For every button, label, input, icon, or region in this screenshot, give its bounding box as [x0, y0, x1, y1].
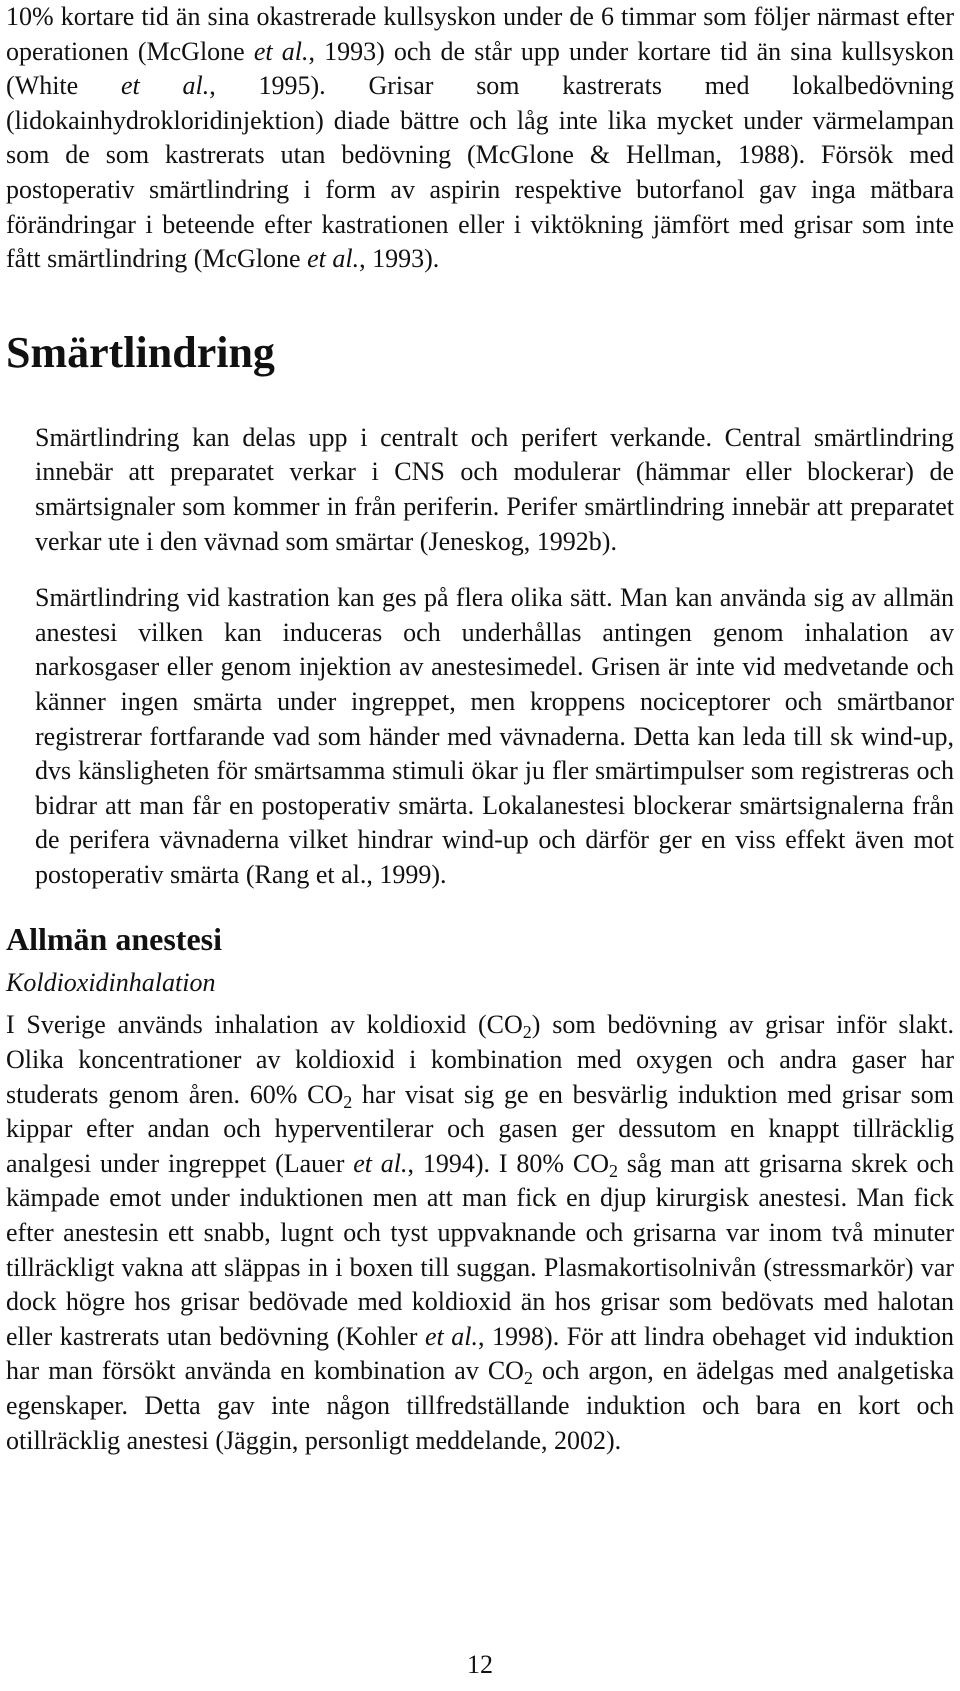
- intro-text-2: , 1993) och de står upp under kortare tid än sina kullsyskon (White: [6, 36, 954, 101]
- subheading-koldioxidinhalation: Koldioxidinhalation: [6, 968, 216, 998]
- koldioxid-text-2: ) som bedövning av grisar inför slakt. Olika koncentrationer av koldioxid i kombination med oxygen och andra gaser har studerats genom åren. 60% CO: [6, 1010, 954, 1109]
- smartlindring-paragraph-2: Smärtlindring vid kastration kan ges på flera olika sätt. Man kan använda sig av allmän anestesi vilken kan induceras och underhållas antingen genom inhalation av narkosgaser eller genom injektion av anestesimedel. Grisen är inte vid medvetande och känner ingen smärta under ingreppet, men kroppens nociceptorer och smärtbanor registrerar fortfarande vad som händer med vävnaderna. Detta kan leda till sk wind-up, dvs känsligheten för smärtsamma stimuli ökar ju fler smärtimpulser som registreras och bidrar att man får en postoperativ smärta. Lokalanestesi blockerar smärtsignalerna från de perifera vävnaderna vilket hindrar wind-up och därför ger en viss effekt även mot postoperativ smärta (Rang et al., 1999).: [35, 583, 954, 889]
- subscript-2: 2: [608, 1160, 618, 1181]
- koldioxid-text-1: I Sverige används inhalation av koldioxid (CO: [6, 1010, 523, 1040]
- citation-etal: et al.: [424, 1321, 478, 1351]
- koldioxid-text-5: såg man att grisarna skrek och kämpade emot under induktionen men att man fick en djup kirurgisk anestesi. Man fick efter anestesin ett snabb, lugnt och tyst uppvaknande och grisarna var inom två minuter tillräckligt vakna att släppas in i boxen till suggan. Plasmakortisolnivån (stressmarkör) var dock högre hos grisar bedövade med koldioxid än hos grisar som bedövats med halotan eller kastrerats utan bedövning (Kohler: [6, 1148, 954, 1351]
- citation-etal: et al.: [307, 244, 360, 274]
- subscript-2: 2: [343, 1091, 353, 1112]
- intro-paragraph: [6, 0, 954, 277]
- intro-text-4: , 1993).: [359, 244, 440, 274]
- subscript-2: 2: [522, 1022, 532, 1043]
- citation-etal: et al.: [120, 71, 210, 101]
- koldioxid-text-6: , 1998). För att lindra obehaget vid induktion har man försökt använda en kombination av CO: [6, 1321, 954, 1386]
- koldioxid-text-7: och argon, en ädelgas med analgetiska egenskaper. Detta gav inte någon tillfredställande induktion och bara en kort och otillräcklig anestesi (Jäggin, personligt meddelande, 2002).: [6, 1356, 955, 1455]
- koldioxid-text-4: , 1994). I 80% CO: [407, 1148, 609, 1178]
- section-heading-smartlindring: Smärtlindring: [6, 327, 275, 377]
- citation-etal: et al.: [353, 1148, 408, 1178]
- koldioxid-paragraph: [6, 1008, 954, 1458]
- koldioxid-text-3: har visat sig ge en besvärlig induktion med grisar som kippar efter andan och hyperventilerar och gasen ger dessutom en knappt tillräcklig analgesi under ingreppet (Lauer: [6, 1079, 954, 1178]
- citation-etal: et al.: [253, 36, 309, 66]
- paragraph-gap: [6, 559, 954, 581]
- page-number: 12: [467, 1650, 493, 1679]
- smartlindring-paragraph-1: Smärtlindring kan delas upp i centralt och perifert verkande. Central smärtlindring innebär att preparatet verkar i CNS och modulerar (hämmar eller blockerar) de smärtsignaler som kommer in från periferin. Perifer smärtlindring innebär att preparatet verkar ute i den vävnad som smärtar (Jeneskog, 1992b).: [35, 422, 954, 556]
- subscript-2: 2: [523, 1368, 533, 1389]
- section-heading-allman-anestesi: Allmän anestesi: [6, 921, 222, 958]
- intro-text-1: 10% kortare tid än sina okastrerade kullsyskon under de 6 timmar som följer närmast efter operationen (McGlone: [6, 2, 954, 66]
- intro-text-3: , 1995). Grisar som kastrerats med lokalbedövning (lidokainhydrokloridinjektion) diade bättre och låg inte lika mycket under värmelampan som de som kastrerats utan bedövning (McGlone & Hellman, 1988). Försök med postoperativ smärtlindring i form av aspirin respektive butorfanol gav inga mätbara förändringar i beteende efter kastrationen eller i viktökning jämfört med grisar som inte fått smärtlindring (McGlone: [6, 71, 954, 274]
